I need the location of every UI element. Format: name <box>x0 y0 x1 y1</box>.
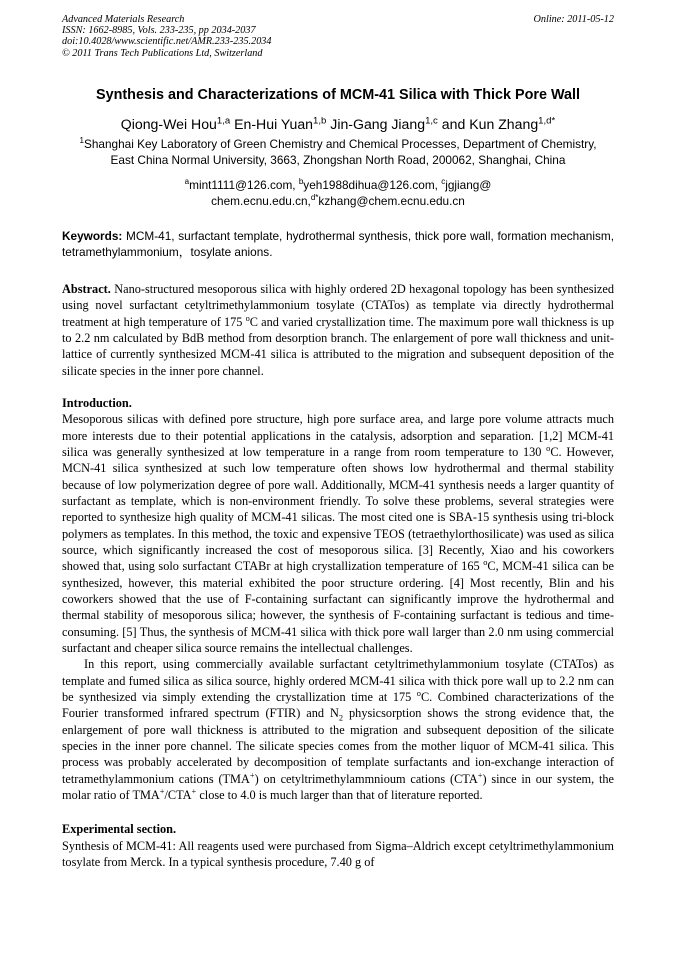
email-mark: d* <box>310 193 319 203</box>
superscript: + <box>477 770 483 780</box>
journal-header <box>62 14 614 59</box>
email-mark: c <box>441 176 446 186</box>
paper-page <box>62 14 614 871</box>
journal-name: Advanced Materials Research <box>62 14 185 25</box>
author-name: Qiong-Wei Hou <box>120 115 217 132</box>
email-link[interactable]: chem.ecnu.edu.cn, <box>211 194 311 209</box>
author-name: En-Hui Yuan <box>234 115 314 132</box>
abstract-label: Abstract. <box>62 281 111 296</box>
body-text: physicsorption shows the strong evidence that, the enlargement of pore wall thickness is attributed to the migration and subsequent deposition of the silicate species in the inner pore channel. The silicate species comes from the mother liquor of MCM-41 silica. This process was probably accelerated by decomposition of template surfactants and ion-exchange interaction of tetramethylammonium cations (TMA <box>62 706 614 786</box>
body-text: /CTA <box>164 788 192 803</box>
section-heading-experimental: Experimental section. <box>62 822 177 837</box>
journal-issn: ISSN: 1662-8985, Vols. 233-235, pp 2034-2037 <box>62 25 256 37</box>
subscript: 2 <box>338 713 344 723</box>
author-list <box>62 116 614 132</box>
superscript: + <box>159 787 165 797</box>
degree-mark: o <box>416 688 421 698</box>
body-text: ) on cetyltrimethylammnioum cations (CTA <box>254 771 478 786</box>
email-link[interactable]: jgjiang@ <box>445 177 492 192</box>
email-mark: b <box>298 176 304 186</box>
author-name: Jin-Gang Jiang <box>330 115 426 132</box>
author-affil-mark: 1,d* <box>538 115 556 127</box>
body-text: Mesoporous silicas with defined pore structure, high pore surface area, and large pore volume attracts much more interests due to their potential applications in the catalysis, adsorption and separation. [1,2] MCM-41 silica was generally synthesized at low temperature in a range from room temperature to 130 <box>62 412 614 459</box>
author-name: Kun Zhang <box>469 115 539 132</box>
journal-copyright: © 2011 Trans Tech Publications Ltd, Switzerland <box>62 47 263 59</box>
degree-mark: o <box>245 313 250 323</box>
keywords <box>62 228 614 261</box>
online-date: Online: 2011-05-12 <box>533 14 614 25</box>
journal-doi: doi:10.4028/www.scientific.net/AMR.233-235.2034 <box>62 36 272 48</box>
body-text: ) since in our system, the molar ratio of TMA <box>62 771 615 803</box>
abstract-text: Nano-structured mesoporous silica with highly ordered 2D hexagonal topology has been synthesized using novel surfactant cetyltrimethylammonium tosylate (CTATos) as template via directly hydrothermal treatment at high temperature of 175 <box>62 281 614 329</box>
affiliation-line: Shanghai Key Laboratory of Green Chemistry and Chemical Processes, Department of Chemistry, <box>83 136 597 151</box>
author-affil-mark: 1,c <box>425 115 438 127</box>
abstract-text: C and varied crystallization time. The maximum pore wall thickness is up to 2.2 nm calculated by BdB method from desorption branch. The enlargement of pore wall thickness and unit-lattice of currently synthesized MCM-41 silica is attributed to the migration and subsequent deposition of the silicate species in the inner pore channel. <box>62 314 614 378</box>
affiliation-mark: 1 <box>79 135 84 145</box>
email-link[interactable]: yeh1988dihua@126.com, <box>303 177 442 192</box>
email-link[interactable]: mint1111@126.com, <box>189 177 299 192</box>
intro-paragraph-1 <box>62 411 614 656</box>
author-affil-mark: 1,a <box>216 115 231 127</box>
author-affil-mark: 1,b <box>313 115 327 127</box>
body-text: C. However, MCN-41 silica synthesized at such low temperature often shows low hydrothermal and thermal stability because of low polymerization degree of pore wall. Additionally, MCM-41 synthesis needs a larger quantity of surfactant as template, which is non-environment friendly. To solve these problems, several strategies were reported to synthesize high quality of MCM-41 silicas. The most cited one is SBA-15 synthesis using tri-block polymers as templates. In this method, the toxic and expensive TEOS (tetraethylorthosilicate) was used as silica source, which significantly increased the cost of mesoporous silica. [3] Recently, Xiao and his coworkers showed that, using solo surfactant CTABr at high crystallization temperature of 165 <box>62 444 614 574</box>
author-and: and <box>441 115 466 132</box>
superscript: + <box>249 770 255 780</box>
intro-paragraph-2 <box>62 656 614 803</box>
body-text: C. Combined characterizations of the Fourier transformed infrared spectrum (FTIR) and N <box>62 690 614 721</box>
email-mark: a <box>184 176 190 186</box>
affiliation-line: East China Normal University, 3663, Zhongshan North Road, 200062, Shanghai, China <box>110 153 566 168</box>
abstract <box>62 281 614 379</box>
affiliation <box>62 136 614 169</box>
paper-title: Synthesis and Characterizations of MCM-41 Silica with Thick Pore Wall <box>95 86 581 103</box>
degree-mark: o <box>483 558 488 568</box>
keywords-label: Keywords: <box>62 228 123 243</box>
author-emails <box>62 177 614 210</box>
section-heading-introduction: Introduction. <box>62 395 132 410</box>
keywords-text: MCM-41, surfactant template, hydrothermal synthesis, thick pore wall, formation mechanism, tetramethylammonium，tosylate anions. <box>62 228 614 260</box>
experimental-paragraph-1: Synthesis of MCM-41: All reagents used were purchased from Sigma–Aldrich except cetyltrimethylammonium tosylate from Merck. In a typical synthesis procedure, 7.40 g of <box>62 838 614 870</box>
body-text: C, MCM-41 silica can be synthesized, however, this material exhibited the poor structure ordering. [4] Most recently, Blin and his coworkers showed that the use of F-containing surfactant can significantly improve the hydrothermal and thermal stability of mesoporous silica; however, the synthesis of F-containing surfactant is tedious and time-consuming. [5] Thus, the synthesis of MCM-41 silica with thick pore wall larger than 2.0 nm using commercial surfactant and cheaper silica source remains the intellectual challenges. <box>62 559 614 656</box>
superscript: + <box>191 787 197 797</box>
body-text: close to 4.0 is much larger than that of literature reported. <box>196 788 483 803</box>
degree-mark: o <box>546 443 551 453</box>
email-link[interactable]: kzhang@chem.ecnu.edu.cn <box>318 194 465 209</box>
body-text: In this report, using commercially available surfactant cetyltrimethylammonium tosylate (CTATos) as template and fumed silica as silica source, highly ordered MCM-41 silica with thick pore wall up to 2.2 nm can be synthesized via simply extending the crystallization time at 175 <box>62 657 614 705</box>
